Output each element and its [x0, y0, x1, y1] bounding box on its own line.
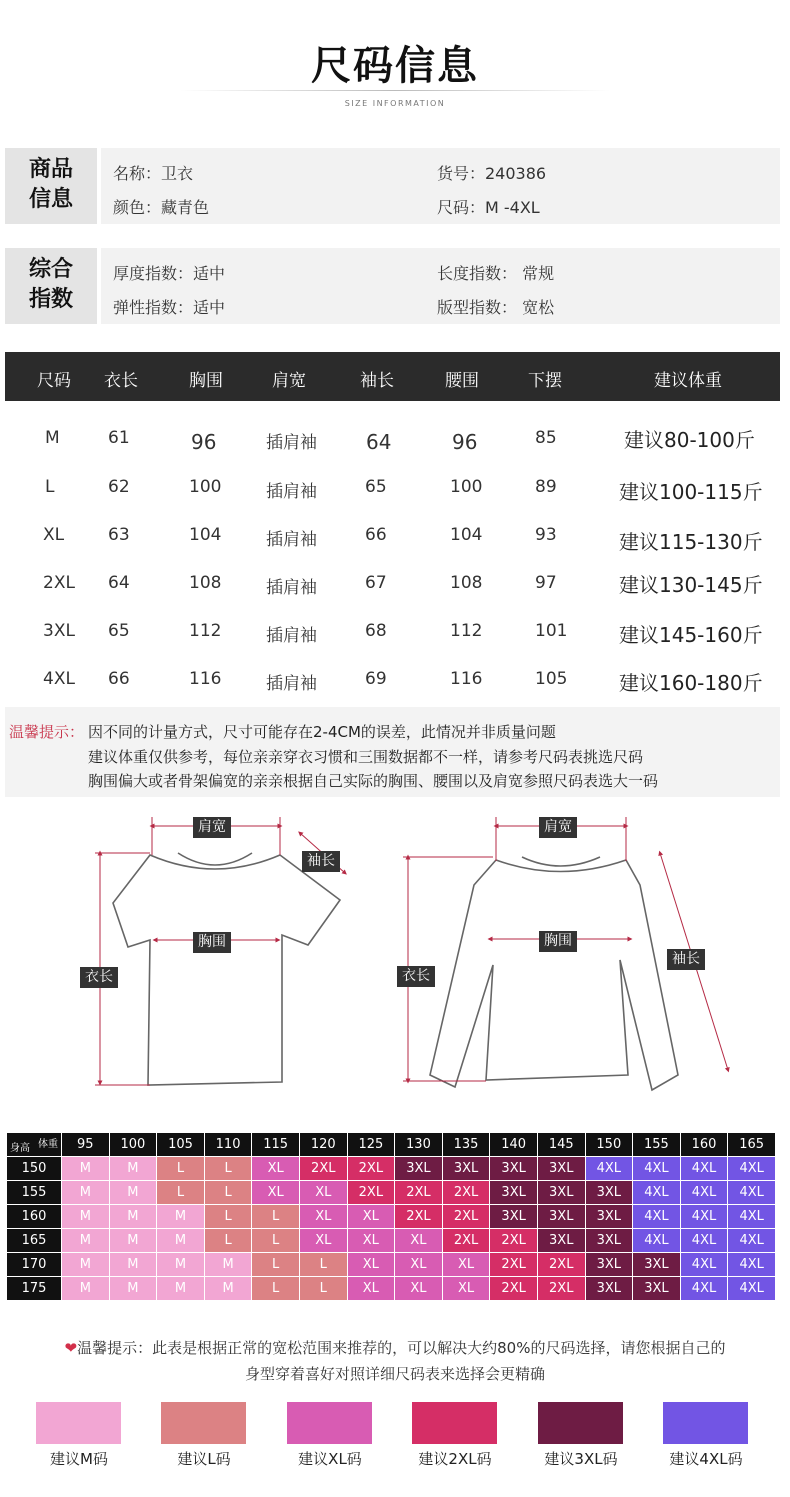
- grid-size-cell: 4XL: [728, 1205, 776, 1229]
- header-sleeve: 袖长: [360, 371, 394, 391]
- grid-height-header: 170: [7, 1253, 62, 1277]
- grid-size-cell: M: [157, 1277, 205, 1301]
- index-info-body: [101, 248, 780, 324]
- grid-size-cell: 3XL: [537, 1205, 585, 1229]
- hem-cell: 101: [535, 621, 568, 641]
- grid-row: [7, 1205, 776, 1229]
- grid-weight-header: 100: [109, 1133, 157, 1157]
- grid-corner: 体重 身高: [7, 1133, 62, 1157]
- legend-label: 建议L码: [177, 1450, 231, 1468]
- grid-size-cell: M: [62, 1277, 110, 1301]
- grid-size-cell: L: [204, 1229, 252, 1253]
- grid-weight-header: 145: [537, 1133, 585, 1157]
- grid-size-cell: L: [252, 1229, 300, 1253]
- chest-cell: 108: [189, 573, 222, 593]
- waist-cell: 100: [450, 477, 483, 497]
- legend-swatch: [412, 1402, 497, 1444]
- header-size: 尺码: [37, 371, 71, 391]
- chest-label: 胸围: [193, 932, 231, 953]
- grid-size-cell: 4XL: [680, 1229, 728, 1253]
- grid-size-cell: 4XL: [585, 1157, 633, 1181]
- length-cell: 62: [108, 477, 130, 497]
- tips-label: 温馨提示：: [9, 723, 85, 741]
- grid-size-cell: 2XL: [395, 1181, 443, 1205]
- note-line: 身型穿着喜好对照详细尺码表来选择会更精确: [244, 1365, 545, 1383]
- index-info-label: 综合 指数: [5, 248, 97, 324]
- hem-cell: 97: [535, 573, 557, 593]
- grid-size-cell: 2XL: [299, 1157, 347, 1181]
- grid-size-cell: L: [157, 1157, 205, 1181]
- header-waist: 腰围: [445, 371, 479, 391]
- grid-size-cell: M: [109, 1277, 157, 1301]
- chest-cell: 104: [189, 525, 222, 545]
- chest-label: 胸围: [539, 931, 577, 952]
- sleeve-cell: 64: [366, 430, 392, 454]
- sleeve-cell: 65: [365, 477, 387, 497]
- weight-cell: 建议100-115斤: [619, 480, 763, 504]
- measurement-diagram: [0, 805, 790, 1105]
- shoulder-cell: 插肩袖: [266, 626, 317, 646]
- legend-swatch: [663, 1402, 748, 1444]
- hem-cell: 105: [535, 669, 568, 689]
- grid-row: [7, 1277, 776, 1301]
- note-line: ❤温馨提示：此表是根据正常的宽松范围来推荐的，可以解决大约80%的尺码选择，请您根据自己的: [64, 1339, 726, 1357]
- length-cell: 61: [108, 428, 130, 448]
- waist-cell: 104: [450, 525, 483, 545]
- hem-cell: 93: [535, 525, 557, 545]
- grid-size-cell: 2XL: [395, 1205, 443, 1229]
- product-color: 颜色：藏青色: [113, 198, 210, 217]
- index-info-block: [5, 248, 780, 324]
- grid-size-cell: 3XL: [585, 1229, 633, 1253]
- product-size-range: 尺码：M -4XL: [437, 198, 540, 217]
- grid-weight-header: 135: [442, 1133, 490, 1157]
- grid-size-cell: 3XL: [490, 1181, 538, 1205]
- grid-size-cell: L: [204, 1181, 252, 1205]
- weight-cell: 建议80-100斤: [624, 428, 755, 452]
- waist-cell: 112: [450, 621, 483, 641]
- length-cell: 64: [108, 573, 130, 593]
- legend-swatch: [161, 1402, 246, 1444]
- chest-cell: 116: [189, 669, 222, 689]
- grid-weight-header: 165: [728, 1133, 776, 1157]
- grid-size-cell: 2XL: [537, 1253, 585, 1277]
- grid-size-cell: M: [109, 1157, 157, 1181]
- grid-size-cell: 4XL: [680, 1253, 728, 1277]
- grid-size-cell: 3XL: [585, 1181, 633, 1205]
- legend-label: 建议4XL码: [669, 1450, 743, 1468]
- grid-size-cell: 4XL: [728, 1157, 776, 1181]
- weight-height-grid: [6, 1132, 776, 1301]
- chest-cell: 96: [191, 430, 217, 454]
- grid-size-cell: 4XL: [680, 1205, 728, 1229]
- grid-height-header: 150: [7, 1157, 62, 1181]
- grid-size-cell: M: [62, 1253, 110, 1277]
- elasticity-index: 弹性指数：适中: [113, 298, 226, 317]
- grid-size-cell: 2XL: [490, 1229, 538, 1253]
- shoulder-cell: 插肩袖: [266, 433, 317, 453]
- hem-cell: 89: [535, 477, 557, 497]
- grid-size-cell: 2XL: [347, 1157, 395, 1181]
- grid-size-cell: L: [204, 1205, 252, 1229]
- size-cell: 4XL: [43, 669, 75, 689]
- tip-line: 胸围偏大或者骨架偏宽的亲亲根据自己实际的胸围、腰围以及肩宽参照尺码表选大一码: [88, 772, 659, 790]
- grid-size-cell: 2XL: [347, 1181, 395, 1205]
- shoulder-cell: 插肩袖: [266, 674, 317, 694]
- header-length: 衣长: [104, 371, 138, 391]
- grid-size-cell: L: [204, 1157, 252, 1181]
- grid-size-cell: XL: [299, 1229, 347, 1253]
- grid-weight-header: 140: [490, 1133, 538, 1157]
- grid-height-header: 165: [7, 1229, 62, 1253]
- grid-size-cell: M: [109, 1181, 157, 1205]
- grid-size-cell: M: [109, 1229, 157, 1253]
- grid-size-cell: XL: [395, 1253, 443, 1277]
- product-info-body: [101, 148, 780, 224]
- grid-size-cell: M: [62, 1205, 110, 1229]
- grid-size-cell: M: [62, 1229, 110, 1253]
- header-weight: 建议体重: [654, 371, 722, 391]
- grid-weight-header: 155: [633, 1133, 681, 1157]
- waist-cell: 116: [450, 669, 483, 689]
- chest-cell: 100: [189, 477, 222, 497]
- shoulder-label: 肩宽: [539, 817, 577, 838]
- legend-swatch: [36, 1402, 121, 1444]
- grid-size-cell: M: [157, 1205, 205, 1229]
- grid-size-cell: 2XL: [442, 1205, 490, 1229]
- grid-weight-header: 95: [62, 1133, 110, 1157]
- grid-height-header: 160: [7, 1205, 62, 1229]
- sleeve-cell: 66: [365, 525, 387, 545]
- legend-swatch: [287, 1402, 372, 1444]
- sleeve-cell: 67: [365, 573, 387, 593]
- length-cell: 65: [108, 621, 130, 641]
- grid-size-cell: XL: [252, 1157, 300, 1181]
- legend-label: 建议XL码: [298, 1450, 362, 1468]
- length-index: 长度指数： 常规: [437, 264, 555, 283]
- grid-size-cell: 4XL: [728, 1181, 776, 1205]
- header-hem: 下摆: [528, 371, 562, 391]
- header-shoulder: 肩宽: [272, 371, 306, 391]
- grid-size-cell: XL: [347, 1253, 395, 1277]
- grid-weight-header: 125: [347, 1133, 395, 1157]
- title-divider: [180, 90, 610, 91]
- grid-size-cell: M: [62, 1157, 110, 1181]
- grid-size-cell: M: [62, 1181, 110, 1205]
- grid-size-cell: 4XL: [633, 1157, 681, 1181]
- grid-size-cell: 2XL: [537, 1277, 585, 1301]
- grid-size-cell: 2XL: [490, 1277, 538, 1301]
- product-info-block: [5, 148, 780, 224]
- grid-size-cell: M: [109, 1205, 157, 1229]
- size-cell: 3XL: [43, 621, 75, 641]
- grid-size-cell: 2XL: [442, 1181, 490, 1205]
- grid-size-cell: XL: [442, 1277, 490, 1301]
- grid-weight-header: 115: [252, 1133, 300, 1157]
- size-cell: M: [45, 428, 60, 448]
- size-cell: XL: [43, 525, 65, 545]
- grid-size-cell: XL: [347, 1205, 395, 1229]
- grid-size-cell: 2XL: [442, 1229, 490, 1253]
- tip-line: 建议体重仅供参考，每位亲亲穿衣习惯和三围数据都不一样，请参考尺码表挑选尺码: [88, 748, 644, 766]
- size-cell: L: [45, 477, 55, 497]
- size-cell: 2XL: [43, 573, 75, 593]
- grid-size-cell: 4XL: [680, 1157, 728, 1181]
- product-name: 名称：卫衣: [113, 164, 194, 183]
- tip-line: 因不同的计量方式，尺寸可能存在2-4CM的误差，此情况并非质量问题: [88, 723, 556, 741]
- sleeve-cell: 69: [365, 669, 387, 689]
- legend-swatch: [538, 1402, 623, 1444]
- grid-size-cell: 4XL: [728, 1253, 776, 1277]
- grid-size-cell: 4XL: [680, 1277, 728, 1301]
- fit-index: 版型指数： 宽松: [437, 298, 555, 317]
- page-title: 尺码信息: [311, 43, 479, 89]
- waist-cell: 108: [450, 573, 483, 593]
- header-chest: 胸围: [189, 371, 223, 391]
- sleeve-cell: 68: [365, 621, 387, 641]
- heart-icon: ❤: [64, 1339, 78, 1357]
- grid-size-cell: M: [157, 1229, 205, 1253]
- grid-weight-header: 160: [680, 1133, 728, 1157]
- grid-weight-header: 110: [204, 1133, 252, 1157]
- hem-cell: 85: [535, 428, 557, 448]
- product-item-no: 货号：240386: [437, 164, 547, 183]
- weight-cell: 建议115-130斤: [619, 530, 763, 554]
- chest-cell: 112: [189, 621, 222, 641]
- grid-size-cell: 3XL: [395, 1157, 443, 1181]
- grid-size-cell: L: [252, 1277, 300, 1301]
- grid-row: [7, 1157, 776, 1181]
- grid-size-cell: 3XL: [442, 1157, 490, 1181]
- grid-size-cell: 3XL: [490, 1157, 538, 1181]
- grid-size-cell: XL: [395, 1229, 443, 1253]
- grid-header-row: [7, 1133, 776, 1157]
- grid-size-cell: 4XL: [728, 1277, 776, 1301]
- grid-size-cell: 3XL: [537, 1181, 585, 1205]
- grid-size-cell: 3XL: [490, 1205, 538, 1229]
- legend-label: 建议2XL码: [418, 1450, 492, 1468]
- legend-label: 建议3XL码: [544, 1450, 618, 1468]
- grid-size-cell: XL: [252, 1181, 300, 1205]
- tshirt-illustration: [113, 853, 340, 1085]
- grid-weight-header: 150: [585, 1133, 633, 1157]
- grid-height-header: 155: [7, 1181, 62, 1205]
- grid-size-cell: M: [109, 1253, 157, 1277]
- weight-cell: 建议130-145斤: [619, 573, 763, 597]
- grid-size-cell: 4XL: [633, 1229, 681, 1253]
- grid-size-cell: 4XL: [633, 1205, 681, 1229]
- grid-size-cell: 2XL: [490, 1253, 538, 1277]
- grid-weight-header: 130: [395, 1133, 443, 1157]
- grid-size-cell: L: [252, 1253, 300, 1277]
- weight-cell: 建议160-180斤: [619, 671, 763, 695]
- grid-size-cell: L: [252, 1205, 300, 1229]
- grid-size-cell: 4XL: [633, 1181, 681, 1205]
- thickness-index: 厚度指数：适中: [113, 264, 226, 283]
- shoulder-cell: 插肩袖: [266, 578, 317, 598]
- grid-size-cell: 3XL: [585, 1253, 633, 1277]
- grid-size-cell: 3XL: [585, 1205, 633, 1229]
- weight-cell: 建议145-160斤: [619, 623, 763, 647]
- shoulder-cell: 插肩袖: [266, 482, 317, 502]
- grid-size-cell: L: [157, 1181, 205, 1205]
- legend-label: 建议M码: [50, 1450, 108, 1468]
- grid-size-cell: XL: [299, 1205, 347, 1229]
- grid-size-cell: 3XL: [537, 1229, 585, 1253]
- grid-size-cell: XL: [347, 1277, 395, 1301]
- longsleeve-illustration: [430, 857, 678, 1090]
- grid-size-cell: XL: [395, 1277, 443, 1301]
- grid-size-cell: 3XL: [633, 1253, 681, 1277]
- grid-row: [7, 1253, 776, 1277]
- tips-block: [5, 707, 780, 797]
- grid-row: [7, 1181, 776, 1205]
- grid-size-cell: 3XL: [537, 1157, 585, 1181]
- grid-size-cell: 3XL: [633, 1277, 681, 1301]
- grid-size-cell: 3XL: [585, 1277, 633, 1301]
- length-cell: 66: [108, 669, 130, 689]
- grid-size-cell: M: [204, 1277, 252, 1301]
- grid-weight-header: 105: [157, 1133, 205, 1157]
- page-subtitle: SIZE INFORMATION: [344, 99, 446, 108]
- length-cell: 63: [108, 525, 130, 545]
- grid-size-cell: L: [299, 1277, 347, 1301]
- grid-size-cell: XL: [347, 1229, 395, 1253]
- grid-size-cell: 4XL: [728, 1229, 776, 1253]
- grid-size-cell: M: [204, 1253, 252, 1277]
- grid-height-header: 175: [7, 1277, 62, 1301]
- grid-size-cell: XL: [442, 1253, 490, 1277]
- sleeve-label: 袖长: [667, 949, 705, 970]
- grid-size-cell: 4XL: [680, 1181, 728, 1205]
- grid-size-cell: M: [157, 1253, 205, 1277]
- product-info-label: 商品 信息: [5, 148, 97, 224]
- size-table-header: [5, 352, 780, 401]
- shoulder-label: 肩宽: [193, 817, 231, 838]
- grid-size-cell: XL: [299, 1181, 347, 1205]
- grid-row: [7, 1229, 776, 1253]
- shoulder-cell: 插肩袖: [266, 530, 317, 550]
- length-label: 衣长: [80, 967, 118, 988]
- sleeve-label: 袖长: [302, 851, 340, 872]
- grid-weight-header: 120: [299, 1133, 347, 1157]
- grid-size-cell: L: [299, 1253, 347, 1277]
- waist-cell: 96: [452, 430, 478, 454]
- length-label: 衣长: [397, 966, 435, 987]
